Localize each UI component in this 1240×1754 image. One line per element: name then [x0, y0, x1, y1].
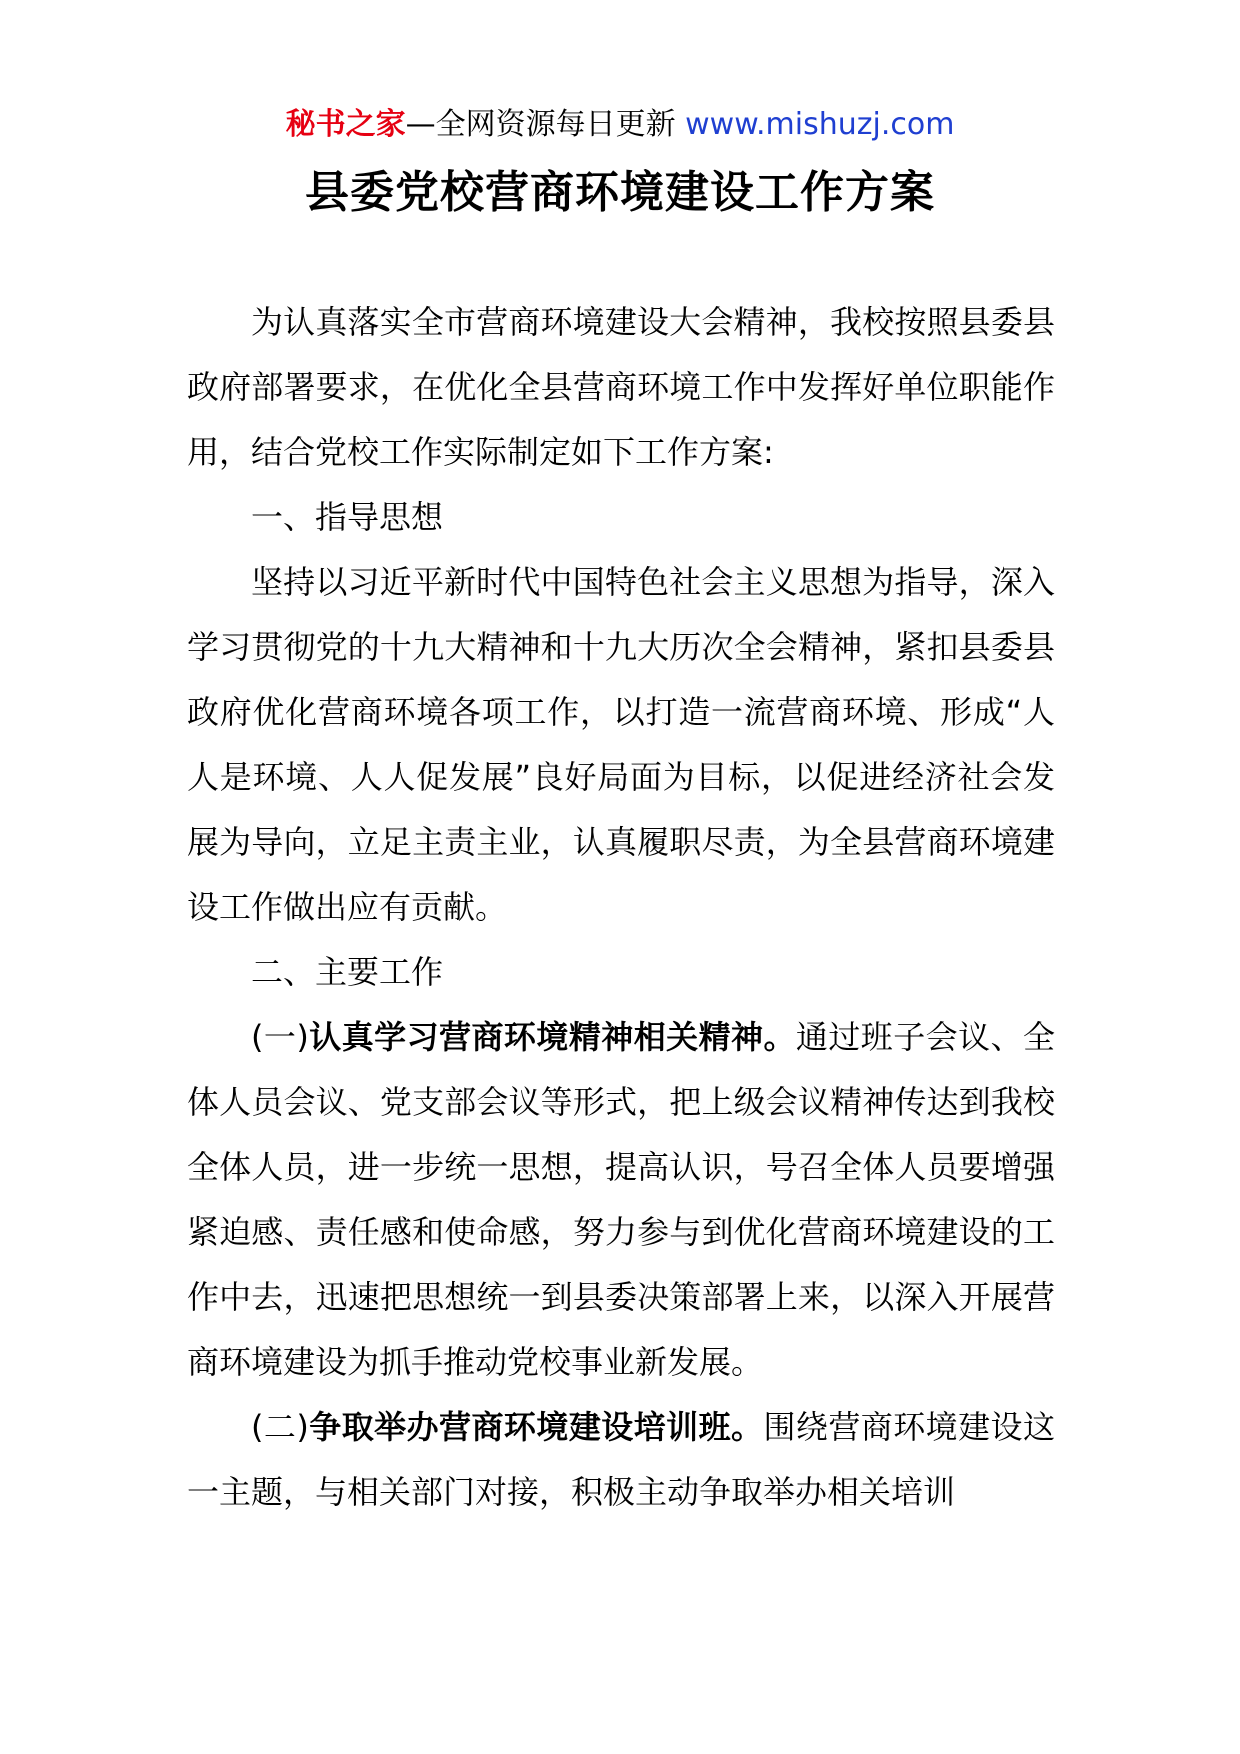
brand-name: 秘书之家 — [285, 107, 406, 142]
guiding-ideology-paragraph: 坚持以习近平新时代中国特色社会主义思想为指导，深入学习贯彻党的十九大精神和十九大历次全会精神，紧扣县委县政府优化营商环境各项工作，以打造一流营商环境、形成“人人是环境、人人促发展”良好局面为目标，以促进经济社会发展为导向，立足主责主业，认真履职尽责，为全县营商环境建设工作做出应有贡献。 — [187, 563, 1055, 926]
work-item-2-body: 围绕营商环境建设这一主题，与相关部门对接，积极主动争取举办相关培训 — [187, 1408, 1055, 1511]
site-url-link[interactable]: www.mishuzj.com — [685, 107, 955, 142]
work-item-1-label: (一) — [251, 1018, 309, 1056]
work-item-1-title: 认真学习营商环境精神相关精神。 — [308, 1018, 796, 1056]
work-item-1-body: 通过班子会议、全体人员会议、党支部会议等形式，把上级会议精神传达到我校全体人员，进一步统一思想，提高认识，号召全体人员要增强紧迫感、责任感和使命感，努力参与到优化营商环境建设的工作中去，迅速把思想统一到县委决策部署上来，以深入开展营商环境建设为抓手推动党校事业新发展。 — [187, 1018, 1055, 1381]
document-body — [187, 290, 1055, 1525]
work-item-2-label: (二) — [251, 1408, 309, 1446]
work-item-1 — [187, 1005, 1055, 1395]
work-item-2 — [187, 1395, 1055, 1525]
document-title: 县委党校营商环境建设工作方案 — [305, 167, 935, 218]
watermark-header — [0, 100, 1240, 150]
section-heading-main-work: 二、主要工作 — [251, 953, 444, 991]
work-item-2-title: 争取举办营商环境建设培训班。 — [308, 1408, 764, 1446]
section-heading-guiding-ideology: 一、指导思想 — [251, 498, 444, 536]
header-slogan: —全网资源每日更新 — [405, 107, 686, 142]
intro-paragraph: 为认真落实全市营商环境建设大会精神，我校按照县委县政府部署要求，在优化全县营商环境工作中发挥好单位职能作用，结合党校工作实际制定如下工作方案: — [187, 303, 1055, 471]
